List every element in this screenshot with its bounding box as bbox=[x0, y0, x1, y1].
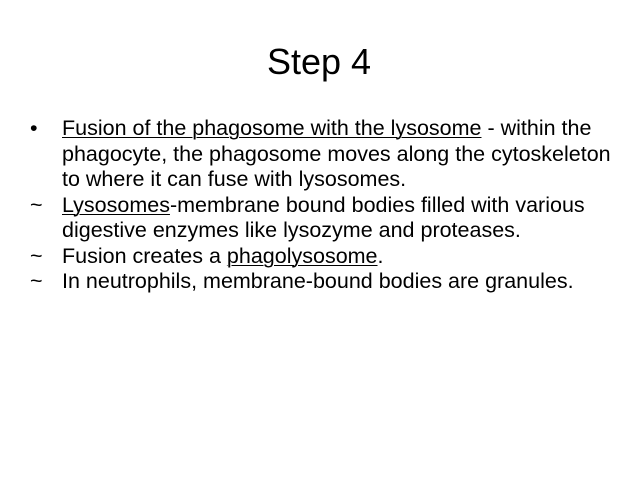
lysosomes-description: -membrane bound bodies filled with various digestive enzymes like lysozyme and proteases. bbox=[62, 192, 585, 242]
tilde-item-lysosomes bbox=[30, 193, 620, 244]
neutrophils-text: In neutrophils, membrane-bound bodies are granules. bbox=[62, 269, 574, 293]
tilde-marker: ~ bbox=[30, 192, 43, 217]
phagolysosome-lead: Fusion creates a bbox=[62, 243, 227, 268]
tilde-item-neutrophils bbox=[30, 269, 620, 295]
slide-title: Step 4 bbox=[266, 41, 372, 82]
tilde-item-phagolysosome bbox=[30, 244, 620, 270]
term-phagolysosome: phagolysosome bbox=[226, 243, 378, 268]
tilde-marker: ~ bbox=[30, 269, 43, 293]
term-fusion-phagosome-lysosome: Fusion of the phagosome with the lysosome bbox=[62, 116, 482, 140]
tilde-marker: ~ bbox=[30, 243, 43, 268]
fusion-description: - within the phagocyte, the phagosome moves along the cytoskeleton to where it can fuse with lysosomes. bbox=[62, 116, 611, 191]
bullet-item-fusion bbox=[30, 116, 620, 193]
slide-body bbox=[30, 116, 620, 295]
bullet-marker: • bbox=[30, 116, 38, 140]
phagolysosome-period: . bbox=[377, 243, 384, 268]
term-lysosomes: Lysosomes bbox=[62, 192, 170, 217]
